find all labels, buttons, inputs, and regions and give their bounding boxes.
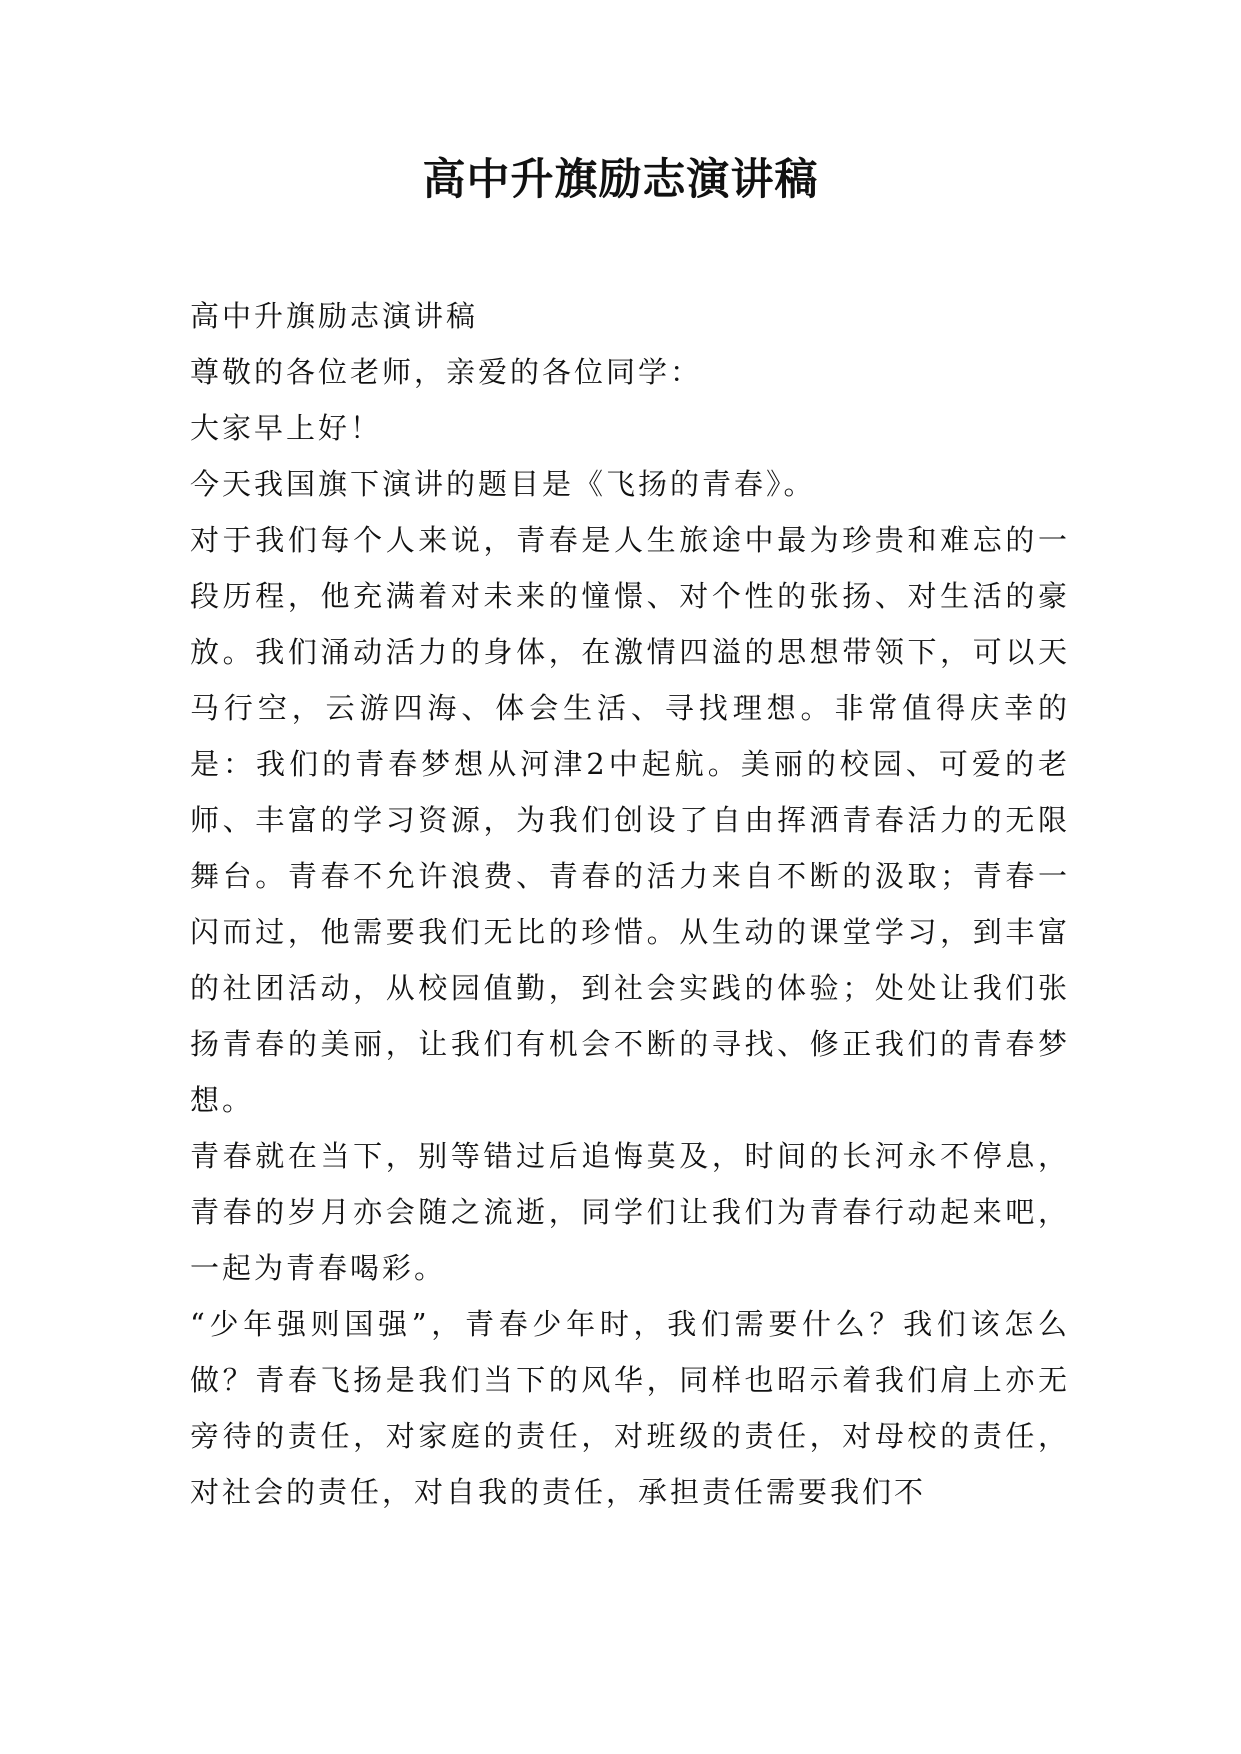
document-title: 高中升旗励志演讲稿 xyxy=(422,155,819,205)
document-body xyxy=(190,288,1070,1520)
paragraph-topic: 今天我国旗下演讲的题目是《飞扬的青春》。 xyxy=(190,467,816,501)
paragraph-greeting: 大家早上好！ xyxy=(190,411,383,445)
paragraph-body: 青春就在当下，别等错过后追悔莫及，时间的长河永不停息，青春的岁月亦会随之流逝，同学们让我们为青春行动起来吧，一起为青春喝彩。 xyxy=(190,1139,1070,1285)
paragraph-body: “少年强则国强”，青春少年时，我们需要什么？我们该怎么做？青春飞扬是我们当下的风华，同样也昭示着我们肩上亦无旁待的责任，对家庭的责任，对班级的责任，对母校的责任，对社会的责任，对自我的责任，承担责任需要我们不 xyxy=(190,1307,1070,1509)
paragraph-salutation: 尊敬的各位老师，亲爱的各位同学： xyxy=(190,355,703,389)
paragraph-body: 对于我们每个人来说，青春是人生旅途中最为珍贵和难忘的一段历程，他充满着对未来的憧憬、对个性的张扬、对生活的豪放。我们涌动活力的身体，在激情四溢的思想带领下，可以天马行空，云游四海、体会生活、寻找理想。非常值得庆幸的是：我们的青春梦想从河津2中起航。美丽的校园、可爱的老师、丰富的学习资源，为我们创设了自由挥洒青春活力的无限舞台。青春不允许浪费、青春的活力来自不断的汲取；青春一闪而过，他需要我们无比的珍惜。从生动的课堂学习，到丰富的社团活动，从校园值勤，到社会实践的体验；处处让我们张扬青春的美丽，让我们有机会不断的寻找、修正我们的青春梦想。 xyxy=(190,523,1070,1117)
paragraph-heading: 高中升旗励志演讲稿 xyxy=(190,299,479,333)
